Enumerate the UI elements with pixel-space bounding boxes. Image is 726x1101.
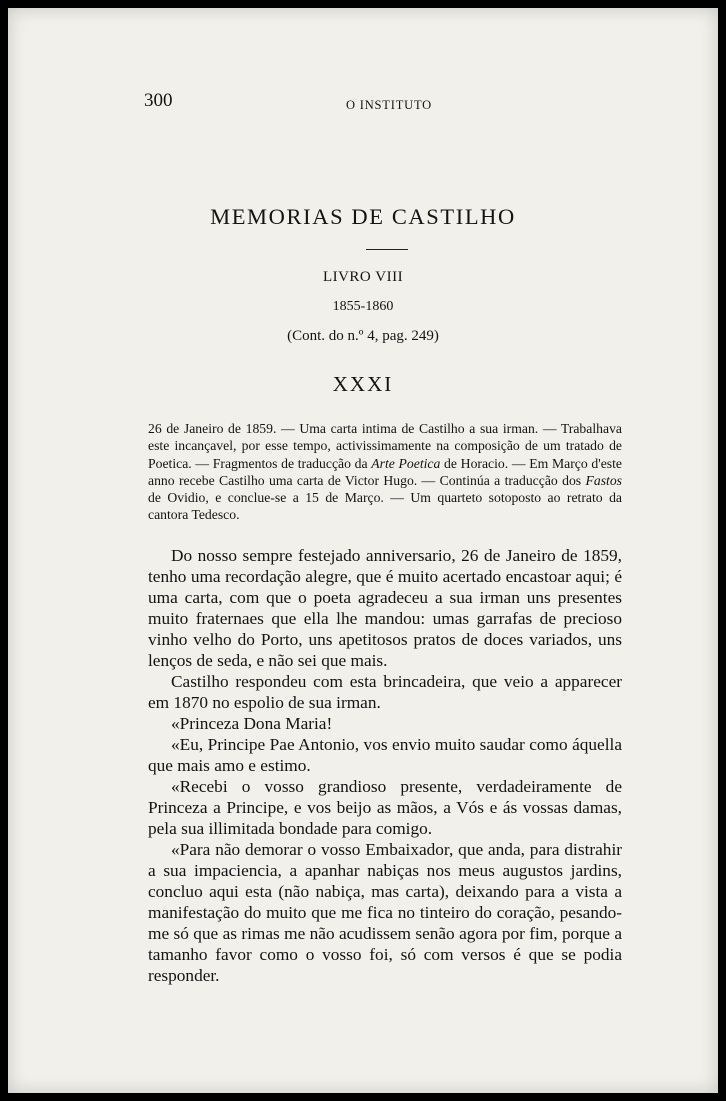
summary-text: 26 de Janeiro de 1859. — Uma carta intima de Castilho a sua irman. — Trabalhava este incançavel, por esse tempo, activissimamente na composição de um tratado de Poetica. — Fragmentos de traducção da (148, 421, 622, 471)
continuation-note: (Cont. do n.º 4, pag. 249) (287, 328, 439, 344)
paragraph: Castilho respondeu com esta brincadeira, que veio a apparecer em 1870 no espolio de sua irman. (148, 672, 622, 712)
summary-italic-title: Arte Poetica (371, 455, 441, 471)
page-number: 300 (144, 90, 173, 111)
summary-text: de Ovidio, e conclue-se a 15 de Março. — Um quarteto sotoposto ao retrato da cantora Tedesco. (148, 490, 622, 523)
article-title: MEMORIAS DE CASTILHO (210, 204, 516, 229)
book-label: LIVRO VIII (322, 269, 404, 285)
body-text (148, 545, 622, 986)
chapter-number: XXXI (332, 372, 394, 396)
year-range: 1855-1860 (332, 299, 394, 314)
paragraph: «Recebi o vosso grandioso presente, verdadeiramente de Princeza a Principe, e vos beijo as mãos, a Vós e ás vossas damas, pela sua illimitada bondade para comigo. (148, 777, 622, 838)
paragraph: «Eu, Principe Pae Antonio, vos envio muito saudar como áquella que mais amo e estimo. (148, 735, 622, 775)
running-head: O INSTITUTO (346, 98, 432, 112)
chapter-summary (148, 420, 622, 524)
title-divider (366, 249, 408, 250)
paragraph: «Princeza Dona Maria! (171, 714, 333, 733)
summary-text: de Horacio. — Em Março d'este anno recebe Castilho uma carta de Victor Hugo. — Continúa a traducção dos (148, 455, 623, 488)
summary-italic-title: Fastos (585, 472, 622, 488)
paragraph: Do nosso sempre festejado anniversario, 26 de Janeiro de 1859, tenho uma recordação alegre, que é muito acertado encastoar aqui; é uma carta, com que o poeta agradeceu a sua irman uns presentes muito fraternaes que ella lhe mandou: umas garrafas de precioso vinho velho do Porto, uns apetitosos pratos de doces variados, uns lenços de seda, e não sei que mais. (148, 546, 622, 670)
paragraph: «Para não demorar o vosso Embaixador, que anda, para distrahir a sua impaciencia, a apanhar nabiças nos meus augustos jardins, concluo aqui esta (não nabiça, mas carta), deixando para a vista a manifestação do muito que me fica no tinteiro do coração, pesando-me só que as rimas me não acudissem senão agora por fim, porque a tamanho favor como o vosso foi, só com versos é que se podia responder. (148, 840, 622, 985)
